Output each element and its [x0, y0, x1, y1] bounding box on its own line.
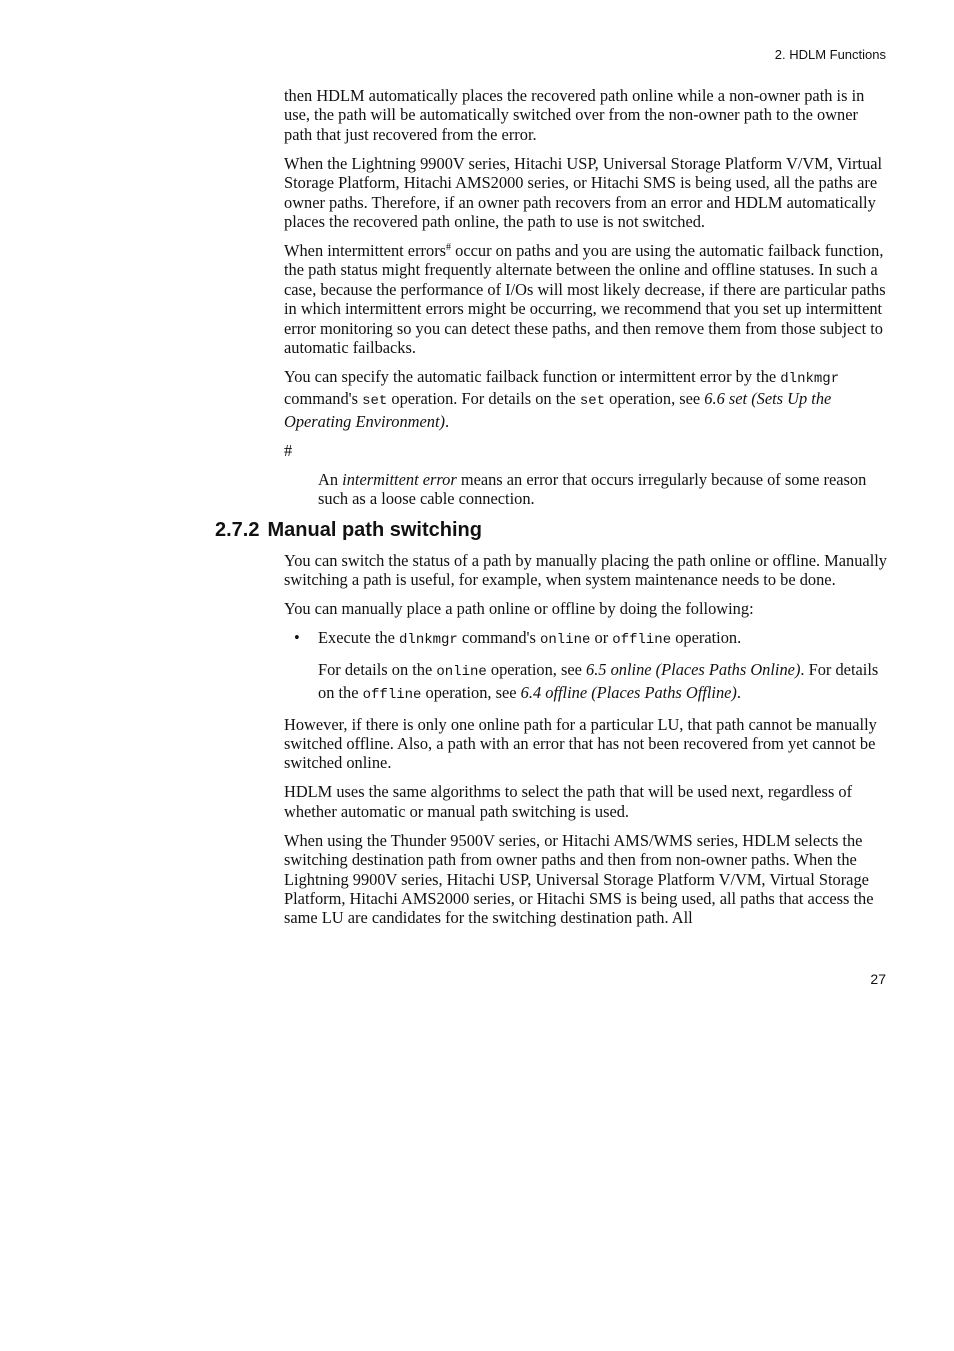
- code-offline: offline: [612, 632, 672, 649]
- section-title: Manual path switching: [267, 518, 482, 541]
- bullet-list: [284, 628, 888, 705]
- text-run: means an error that occurs irregularly because of some reason such as a loose cable connection.: [318, 469, 867, 509]
- bullet-icon: •: [294, 628, 300, 648]
- text-run: When intermittent errors: [284, 241, 447, 261]
- defined-term: intermittent error: [342, 469, 457, 489]
- text-run: or: [590, 628, 613, 648]
- text-run: occur on paths and you are using the automatic failback function, the path status might frequently alternate between the online and offline statuses. In such a case, because the performance of I/Os will most likely decrease, if there are particular paths in which intermittent errors might be occurring, we recommend that you set up intermittent error monitoring so you can detect these paths, and then remove them from those subject to automatic failbacks.: [284, 241, 886, 358]
- section-number: 2.7.2: [215, 518, 260, 541]
- page-body: [215, 86, 888, 937]
- code-offline: offline: [362, 686, 422, 703]
- footnote-marker: #: [446, 242, 452, 254]
- footnote-text: [284, 470, 888, 509]
- running-header: 2. HDLM Functions: [774, 47, 886, 62]
- text-run: operation, see: [486, 660, 587, 680]
- list-item-detail: [318, 660, 888, 705]
- text-run: An: [318, 469, 343, 489]
- code-online: online: [436, 664, 487, 681]
- text-run: Execute the: [318, 628, 400, 648]
- text-run: .: [736, 682, 741, 702]
- code-dlnkmgr: dlnkmgr: [399, 632, 458, 649]
- list-item-text: [318, 628, 888, 650]
- cross-reference: 6.4 offline (Places Paths Offline): [520, 682, 737, 702]
- cross-reference: 6.5 online (Places Paths Online): [586, 660, 801, 680]
- page-number: 27: [870, 971, 886, 987]
- text-run: operation. For details on the: [387, 389, 580, 409]
- paragraph: When using the Thunder 9500V series, or Hitachi AMS/WMS series, HDLM selects the switching destination path from owner paths and then from non-owner paths. When the Lightning 9900V series, Hitachi USP, Universal Storage Platform V/VM, Virtual Storage Platform, Hitachi AMS2000 series, or Hitachi SMS is being used, all paths that access the same LU are candidates for the switching destination path. All: [284, 830, 874, 928]
- paragraph: [284, 367, 888, 431]
- text-run: . For details on the: [318, 660, 879, 702]
- code-set: set: [579, 393, 606, 410]
- text-run: You can specify the automatic failback function or intermittent error by the: [284, 367, 781, 387]
- list-item: [284, 628, 888, 705]
- code-online: online: [540, 632, 591, 649]
- paragraph: You can switch the status of a path by manually placing the path online or offline. Manually switching a path is useful, for example, when system maintenance needs to be done.: [284, 550, 887, 590]
- cross-reference: 6.6 set (Sets Up the Operating Environment): [284, 389, 832, 431]
- footnote-mark: #: [284, 440, 293, 460]
- text-run: operation.: [671, 628, 742, 648]
- code-set: set: [362, 393, 388, 410]
- text-run: operation, see: [605, 389, 705, 409]
- paragraph: [284, 241, 888, 357]
- paragraph: You can manually place a path online or offline by doing the following:: [284, 599, 754, 619]
- text-run: command's: [457, 628, 540, 648]
- section-heading: [215, 519, 888, 541]
- text-run: .: [445, 411, 450, 431]
- text-run: For details on the: [318, 660, 437, 680]
- paragraph: HDLM uses the same algorithms to select the path that will be used next, regardless of whether automatic or manual path switching is used.: [284, 782, 853, 821]
- paragraph: When the Lightning 9900V series, Hitachi USP, Universal Storage Platform V/VM, Virtual Storage Platform, Hitachi AMS2000 series, or Hitachi SMS is being used, all the paths are owner paths. Therefore, if an owner path recovers from an error and HDLM automatically places the recovered path online, the path to use is not switched.: [284, 153, 883, 232]
- code-dlnkmgr: dlnkmgr: [780, 371, 840, 388]
- paragraph: then HDLM automatically places the recovered path online while a non-owner path is in use, the path will be automatically switched over from the non-owner path to the owner path that just recovered from the error.: [284, 86, 865, 144]
- paragraph: However, if there is only one online path for a particular LU, that path cannot be manually switched offline. Also, a path with an error that has not been recovered from yet cannot be switched online.: [284, 714, 877, 773]
- text-run: command's: [284, 389, 363, 409]
- text-run: operation, see: [421, 682, 521, 702]
